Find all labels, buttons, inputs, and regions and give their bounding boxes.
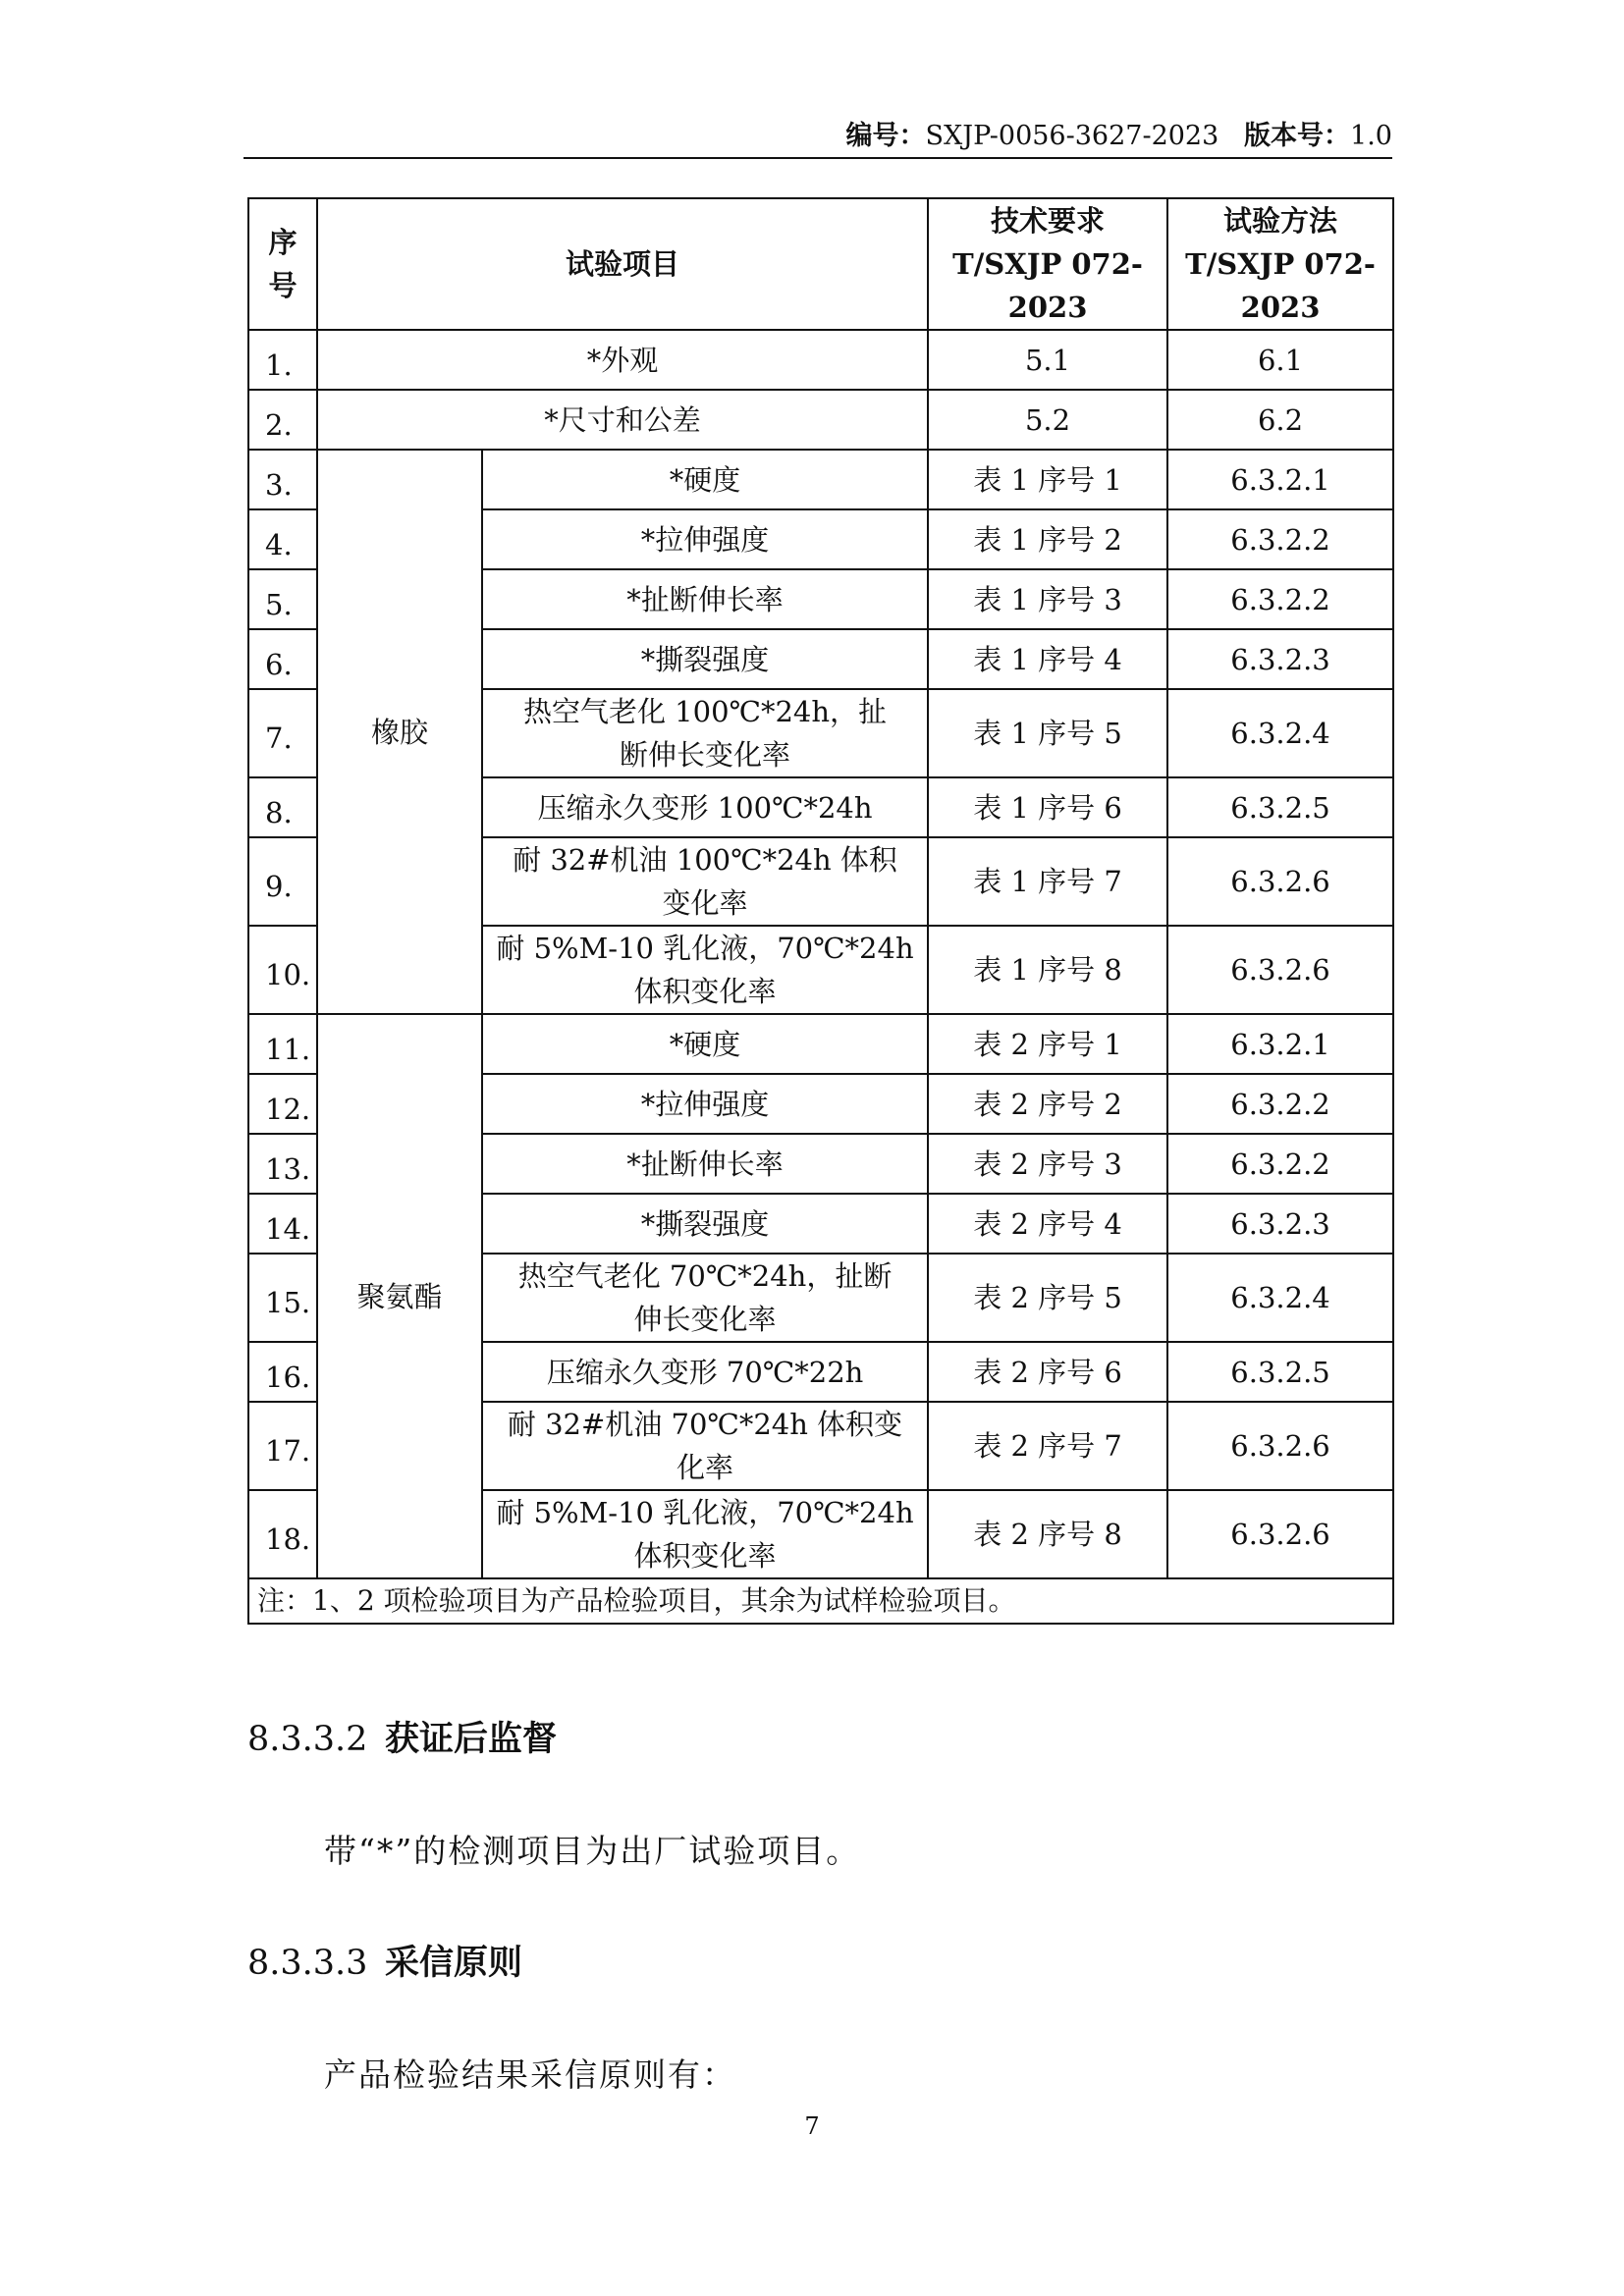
table-note: 注：1、2 项检验项目为产品检验项目，其余为试样检验项目。 bbox=[248, 1578, 1393, 1624]
row-number: 7. bbox=[248, 689, 317, 777]
row-method: 6.3.2.3 bbox=[1167, 629, 1393, 689]
row-item: 压缩永久变形 100℃*24h bbox=[482, 777, 928, 837]
row-number: 4. bbox=[248, 509, 317, 569]
row-method: 6.3.2.4 bbox=[1167, 689, 1393, 777]
row-requirement: 表 2 序号 2 bbox=[928, 1074, 1167, 1134]
row-number: 12. bbox=[248, 1074, 317, 1134]
row-number: 10. bbox=[248, 926, 317, 1014]
row-method: 6.3.2.2 bbox=[1167, 509, 1393, 569]
row-method: 6.3.2.2 bbox=[1167, 1134, 1393, 1194]
row-item: *扯断伸长率 bbox=[482, 1134, 928, 1194]
row-number: 6. bbox=[248, 629, 317, 689]
row-number: 8. bbox=[248, 777, 317, 837]
row-number: 14. bbox=[248, 1194, 317, 1254]
version-value: 1.0 bbox=[1350, 121, 1392, 151]
row-requirement: 5.2 bbox=[928, 390, 1167, 450]
section-heading-8-3-3-2 bbox=[247, 1712, 557, 1761]
table-row bbox=[248, 330, 1393, 390]
version-label: 版本号： bbox=[1244, 121, 1351, 151]
test-items-table bbox=[247, 197, 1394, 1625]
row-requirement: 表 1 序号 5 bbox=[928, 689, 1167, 777]
row-item: *外观 bbox=[317, 330, 928, 390]
row-item: *撕裂强度 bbox=[482, 1194, 928, 1254]
row-requirement: 表 1 序号 4 bbox=[928, 629, 1167, 689]
row-method: 6.3.2.4 bbox=[1167, 1254, 1393, 1342]
row-item: 压缩永久变形 70℃*22h bbox=[482, 1342, 928, 1402]
table-row bbox=[248, 390, 1393, 450]
row-item: *拉伸强度 bbox=[482, 509, 928, 569]
row-number: 5. bbox=[248, 569, 317, 629]
row-number: 3. bbox=[248, 450, 317, 509]
row-number: 9. bbox=[248, 837, 317, 926]
row-method: 6.3.2.6 bbox=[1167, 1490, 1393, 1578]
row-number: 17. bbox=[248, 1402, 317, 1490]
row-method: 6.1 bbox=[1167, 330, 1393, 390]
row-item: *尺寸和公差 bbox=[317, 390, 928, 450]
row-item: 热空气老化 100℃*24h，扯 断伸长变化率 bbox=[482, 689, 928, 777]
row-method: 6.3.2.6 bbox=[1167, 926, 1393, 1014]
row-number: 16. bbox=[248, 1342, 317, 1402]
row-method: 6.2 bbox=[1167, 390, 1393, 450]
row-method: 6.3.2.1 bbox=[1167, 1014, 1393, 1074]
paragraph-adoption-principle: 产品检验结果采信原则有： bbox=[324, 2056, 736, 2094]
header-rule bbox=[244, 157, 1392, 159]
group-rubber: 橡胶 bbox=[317, 450, 482, 1014]
row-number: 2. bbox=[248, 390, 317, 450]
row-item: 耐 32#机油 100℃*24h 体积 变化率 bbox=[482, 837, 928, 926]
row-method: 6.3.2.1 bbox=[1167, 450, 1393, 509]
code-value: SXJP-0056-3627-2023 bbox=[925, 121, 1219, 151]
row-item: 热空气老化 70℃*24h，扯断 伸长变化率 bbox=[482, 1254, 928, 1342]
row-requirement: 表 2 序号 8 bbox=[928, 1490, 1167, 1578]
row-method: 6.3.2.6 bbox=[1167, 837, 1393, 926]
row-requirement: 表 1 序号 6 bbox=[928, 777, 1167, 837]
row-requirement: 表 2 序号 1 bbox=[928, 1014, 1167, 1074]
row-number: 15. bbox=[248, 1254, 317, 1342]
row-requirement: 表 2 序号 4 bbox=[928, 1194, 1167, 1254]
section-number: 8.3.3.2 bbox=[247, 1720, 368, 1759]
row-method: 6.3.2.2 bbox=[1167, 1074, 1393, 1134]
row-item: *扯断伸长率 bbox=[482, 569, 928, 629]
table-row bbox=[248, 1014, 1393, 1074]
row-requirement: 表 2 序号 5 bbox=[928, 1254, 1167, 1342]
row-method: 6.3.2.5 bbox=[1167, 1342, 1393, 1402]
section-number: 8.3.3.3 bbox=[247, 1944, 368, 1983]
row-item: *拉伸强度 bbox=[482, 1074, 928, 1134]
row-method: 6.3.2.3 bbox=[1167, 1194, 1393, 1254]
paragraph-factory-test: 带“*”的检测项目为出厂试验项目。 bbox=[324, 1832, 861, 1870]
row-requirement: 表 1 序号 1 bbox=[928, 450, 1167, 509]
row-item: *硬度 bbox=[482, 1014, 928, 1074]
row-requirement: 5.1 bbox=[928, 330, 1167, 390]
row-number: 11. bbox=[248, 1014, 317, 1074]
row-requirement: 表 1 序号 7 bbox=[928, 837, 1167, 926]
row-number: 13. bbox=[248, 1134, 317, 1194]
row-item: 耐 5%M-10 乳化液，70℃*24h 体积变化率 bbox=[482, 1490, 928, 1578]
section-title: 获证后监督 bbox=[385, 1719, 558, 1759]
table-note-row bbox=[248, 1578, 1393, 1624]
row-requirement: 表 2 序号 3 bbox=[928, 1134, 1167, 1194]
row-item: 耐 32#机油 70℃*24h 体积变 化率 bbox=[482, 1402, 928, 1490]
header-seq: 序 号 bbox=[248, 198, 317, 330]
section-title: 采信原则 bbox=[385, 1943, 523, 1983]
row-number: 1. bbox=[248, 330, 317, 390]
row-item: *撕裂强度 bbox=[482, 629, 928, 689]
header-method: 试验方法 T/SXJP 072- 2023 bbox=[1167, 198, 1393, 330]
row-item: *硬度 bbox=[482, 450, 928, 509]
code-label: 编号： bbox=[845, 121, 926, 151]
page-header bbox=[244, 116, 1392, 157]
row-requirement: 表 1 序号 2 bbox=[928, 509, 1167, 569]
row-number: 18. bbox=[248, 1490, 317, 1578]
row-method: 6.3.2.5 bbox=[1167, 777, 1393, 837]
header-item: 试验项目 bbox=[317, 198, 928, 330]
row-item: 耐 5%M-10 乳化液，70℃*24h 体积变化率 bbox=[482, 926, 928, 1014]
table-header-row bbox=[248, 198, 1393, 330]
header-requirement: 技术要求 T/SXJP 072- 2023 bbox=[928, 198, 1167, 330]
row-method: 6.3.2.6 bbox=[1167, 1402, 1393, 1490]
row-requirement: 表 1 序号 8 bbox=[928, 926, 1167, 1014]
group-polyurethane: 聚氨酯 bbox=[317, 1014, 482, 1578]
row-method: 6.3.2.2 bbox=[1167, 569, 1393, 629]
row-requirement: 表 2 序号 6 bbox=[928, 1342, 1167, 1402]
row-requirement: 表 2 序号 7 bbox=[928, 1402, 1167, 1490]
table-row bbox=[248, 450, 1393, 509]
section-heading-8-3-3-3 bbox=[247, 1936, 522, 1985]
page-number: 7 bbox=[804, 2112, 820, 2140]
row-requirement: 表 1 序号 3 bbox=[928, 569, 1167, 629]
